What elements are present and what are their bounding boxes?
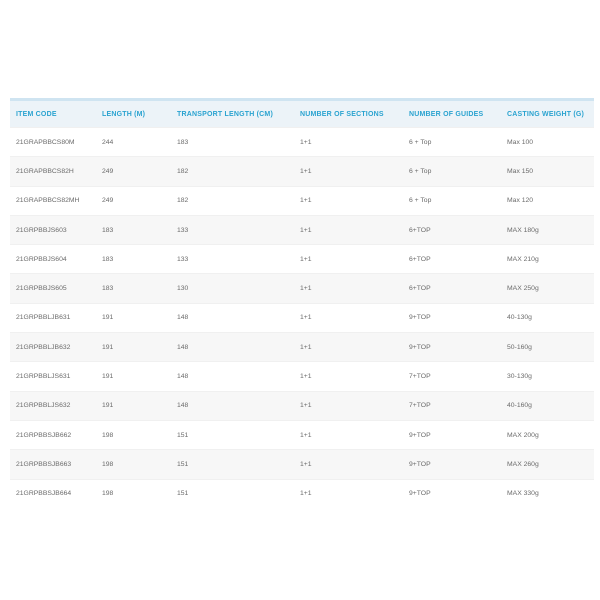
length-cell: 244 (96, 128, 171, 157)
table-row (10, 128, 594, 157)
column-header-item-code: ITEM CODE (16, 110, 57, 118)
transport-length-cell: 148 (171, 362, 294, 391)
item-code-cell: 21GRPBBJS604 (10, 245, 96, 274)
casting-weight-cell: Max 150 (501, 157, 594, 186)
length-cell: 183 (96, 274, 171, 303)
length-cell: 191 (96, 391, 171, 420)
casting-weight-cell: 40-130g (501, 303, 594, 332)
table-row (10, 157, 594, 186)
length-cell: 191 (96, 333, 171, 362)
transport-length-cell: 151 (171, 420, 294, 449)
casting-weight-cell: 50-160g (501, 333, 594, 362)
sections-cell: 1+1 (294, 186, 403, 215)
length-cell: 191 (96, 303, 171, 332)
sections-cell: 1+1 (294, 362, 403, 391)
table-row (10, 245, 594, 274)
table-row (10, 362, 594, 391)
transport-length-cell: 130 (171, 274, 294, 303)
transport-length-cell: 182 (171, 157, 294, 186)
sections-cell: 1+1 (294, 450, 403, 479)
table-row (10, 479, 594, 508)
column-header-sections: NUMBER OF SECTIONS (300, 110, 384, 118)
item-code-cell: 21GRPBBLJS632 (10, 391, 96, 420)
table-row (10, 333, 594, 362)
sections-cell: 1+1 (294, 274, 403, 303)
guides-cell: 9+TOP (403, 303, 501, 332)
sections-cell: 1+1 (294, 128, 403, 157)
table-row (10, 303, 594, 332)
item-code-cell: 21GRAPBBCS80M (10, 128, 96, 157)
casting-weight-cell: MAX 180g (501, 215, 594, 244)
casting-weight-cell: MAX 250g (501, 274, 594, 303)
casting-weight-cell: 30-130g (501, 362, 594, 391)
table-row (10, 420, 594, 449)
guides-cell: 6 + Top (403, 128, 501, 157)
item-code-cell: 21GRPBBLJS631 (10, 362, 96, 391)
guides-cell: 7+TOP (403, 391, 501, 420)
guides-cell: 6 + Top (403, 186, 501, 215)
length-cell: 198 (96, 420, 171, 449)
casting-weight-cell: MAX 200g (501, 420, 594, 449)
item-code-cell: 21GRAPBBCS82H (10, 157, 96, 186)
sections-cell: 1+1 (294, 215, 403, 244)
sections-cell: 1+1 (294, 479, 403, 508)
table-header (10, 100, 594, 128)
item-code-cell: 21GRPBBJS603 (10, 215, 96, 244)
length-cell: 183 (96, 215, 171, 244)
casting-weight-cell: MAX 260g (501, 450, 594, 479)
casting-weight-cell: Max 100 (501, 128, 594, 157)
guides-cell: 9+TOP (403, 333, 501, 362)
transport-length-cell: 133 (171, 215, 294, 244)
table-row (10, 391, 594, 420)
item-code-cell: 21GRPBBLJB631 (10, 303, 96, 332)
table-row (10, 450, 594, 479)
guides-cell: 9+TOP (403, 479, 501, 508)
column-header-transport-length: TRANSPORT LENGTH (CM) (177, 110, 273, 118)
length-cell: 198 (96, 479, 171, 508)
table-row (10, 215, 594, 244)
guides-cell: 9+TOP (403, 420, 501, 449)
item-code-cell: 21GRPBBSJB662 (10, 420, 96, 449)
item-code-cell: 21GRPBBSJB664 (10, 479, 96, 508)
casting-weight-cell: MAX 210g (501, 245, 594, 274)
casting-weight-cell: 40-160g (501, 391, 594, 420)
sections-cell: 1+1 (294, 391, 403, 420)
sections-cell: 1+1 (294, 157, 403, 186)
length-cell: 191 (96, 362, 171, 391)
transport-length-cell: 182 (171, 186, 294, 215)
length-cell: 249 (96, 157, 171, 186)
length-cell: 198 (96, 450, 171, 479)
transport-length-cell: 148 (171, 303, 294, 332)
transport-length-cell: 148 (171, 391, 294, 420)
table-row (10, 274, 594, 303)
transport-length-cell: 151 (171, 479, 294, 508)
item-code-cell: 21GRPBBJS605 (10, 274, 96, 303)
table-row (10, 186, 594, 215)
guides-cell: 6 + Top (403, 157, 501, 186)
sections-cell: 1+1 (294, 420, 403, 449)
casting-weight-cell: MAX 330g (501, 479, 594, 508)
header-row (10, 100, 594, 128)
spec-table (10, 98, 594, 508)
guides-cell: 6+TOP (403, 274, 501, 303)
length-cell: 249 (96, 186, 171, 215)
transport-length-cell: 183 (171, 128, 294, 157)
guides-cell: 7+TOP (403, 362, 501, 391)
casting-weight-cell: Max 120 (501, 186, 594, 215)
transport-length-cell: 148 (171, 333, 294, 362)
guides-cell: 6+TOP (403, 245, 501, 274)
sections-cell: 1+1 (294, 303, 403, 332)
transport-length-cell: 151 (171, 450, 294, 479)
length-cell: 183 (96, 245, 171, 274)
sections-cell: 1+1 (294, 245, 403, 274)
column-header-guides: NUMBER OF GUIDES (409, 110, 484, 118)
table-body (10, 128, 594, 508)
sections-cell: 1+1 (294, 333, 403, 362)
item-code-cell: 21GRPBBSJB663 (10, 450, 96, 479)
column-header-casting-weight: CASTING WEIGHT (G) (507, 110, 585, 118)
guides-cell: 6+TOP (403, 215, 501, 244)
column-header-length: LENGTH (M) (102, 110, 146, 118)
item-code-cell: 21GRAPBBCS82MH (10, 186, 96, 215)
transport-length-cell: 133 (171, 245, 294, 274)
item-code-cell: 21GRPBBLJB632 (10, 333, 96, 362)
guides-cell: 9+TOP (403, 450, 501, 479)
